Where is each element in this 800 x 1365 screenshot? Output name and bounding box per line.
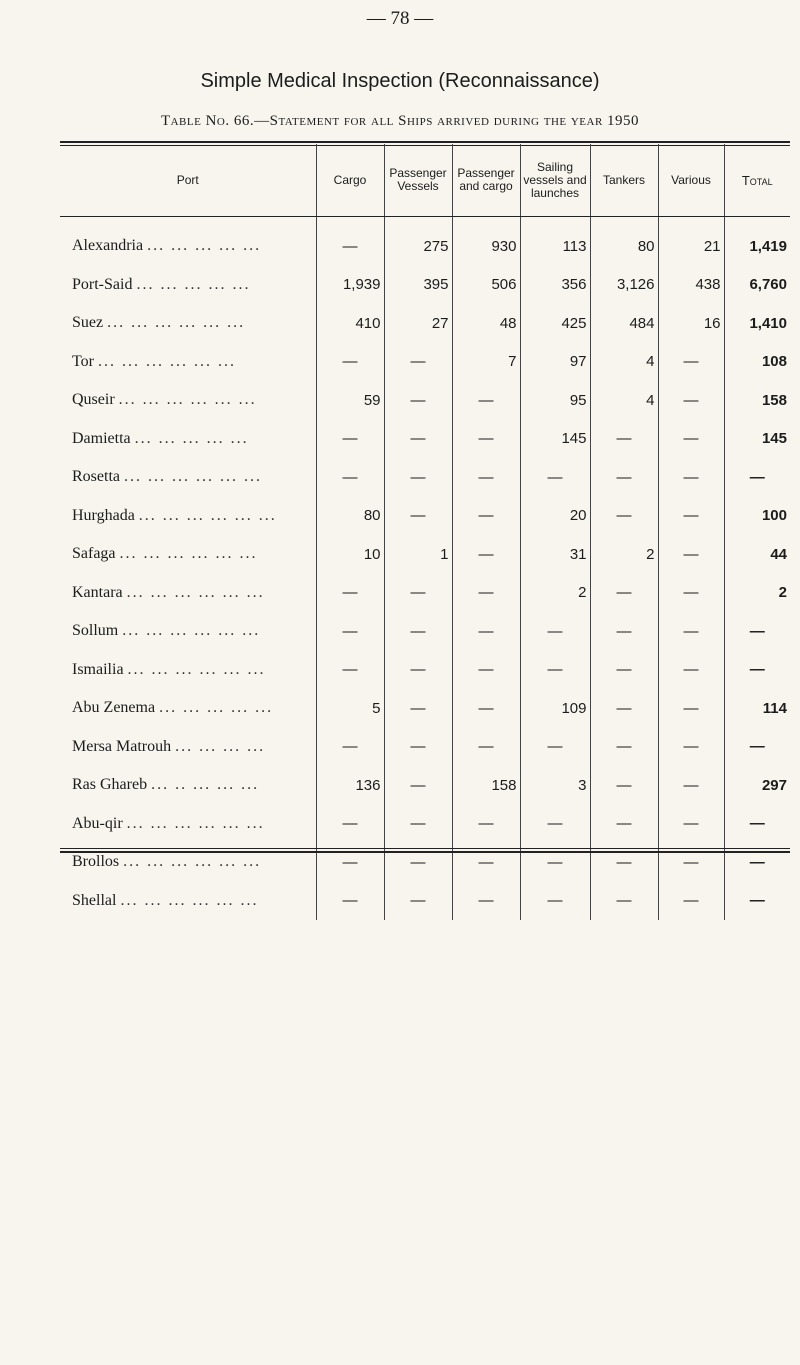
sailing-cell: —	[520, 843, 590, 882]
various-cell: —	[658, 766, 724, 805]
total-cell: —	[724, 458, 790, 497]
sailing-cell: 95	[520, 381, 590, 420]
leader-dots: ... ... ... ... ... ...	[123, 853, 262, 871]
tankers-cell: 3,126	[590, 266, 658, 305]
port-name: Quseir	[72, 391, 115, 409]
leader-dots: ... ... ... ... ... ...	[118, 391, 257, 409]
passenger-vessels-cell: —	[384, 574, 452, 613]
port-name: Safaga	[72, 545, 116, 563]
table-body	[60, 217, 790, 921]
tankers-cell: 4	[590, 381, 658, 420]
passenger-vessels-cell: —	[384, 766, 452, 805]
passenger-vessels-cell: —	[384, 381, 452, 420]
table-row	[60, 612, 790, 651]
port-name-cell	[60, 381, 316, 420]
various-cell: —	[658, 497, 724, 536]
sailing-cell: 20	[520, 497, 590, 536]
cargo-cell: —	[316, 343, 384, 382]
table-row	[60, 343, 790, 382]
various-cell: —	[658, 343, 724, 382]
port-name-cell	[60, 497, 316, 536]
cargo-cell: 136	[316, 766, 384, 805]
port-name-cell	[60, 882, 316, 921]
passenger-and-cargo-cell: —	[452, 728, 520, 767]
sailing-cell: 113	[520, 217, 590, 266]
total-cell: 2	[724, 574, 790, 613]
leader-dots: ... .. ... ... ...	[151, 776, 260, 794]
sailing-cell: —	[520, 728, 590, 767]
total-cell: 44	[724, 535, 790, 574]
port-name: Hurghada	[72, 506, 135, 524]
tankers-cell: 2	[590, 535, 658, 574]
table-header-row	[60, 144, 790, 217]
tankers-cell: —	[590, 689, 658, 728]
cargo-cell: —	[316, 574, 384, 613]
port-name: Mersa Matrouh	[72, 737, 172, 755]
passenger-and-cargo-cell: 158	[452, 766, 520, 805]
port-name-cell	[60, 217, 316, 266]
sailing-cell: —	[520, 458, 590, 497]
various-cell: —	[658, 651, 724, 690]
table-row	[60, 458, 790, 497]
port-name: Ras Ghareb	[72, 776, 148, 794]
tankers-cell: —	[590, 843, 658, 882]
cargo-cell: —	[316, 420, 384, 459]
passenger-vessels-cell: —	[384, 843, 452, 882]
passenger-vessels-cell: 395	[384, 266, 452, 305]
leader-dots: ... ... ... ... ... ...	[107, 314, 246, 332]
passenger-vessels-cell: —	[384, 689, 452, 728]
passenger-and-cargo-cell: 48	[452, 304, 520, 343]
tankers-cell: —	[590, 766, 658, 805]
port-name: Sollum	[72, 622, 119, 640]
cargo-cell: —	[316, 651, 384, 690]
cargo-cell: 80	[316, 497, 384, 536]
passenger-and-cargo-cell: —	[452, 651, 520, 690]
table-row	[60, 766, 790, 805]
sailing-cell: 3	[520, 766, 590, 805]
passenger-and-cargo-cell: —	[452, 882, 520, 921]
cargo-cell: —	[316, 612, 384, 651]
table-row	[60, 882, 790, 921]
passenger-and-cargo-cell: —	[452, 535, 520, 574]
header-cargo: Cargo	[316, 144, 384, 217]
total-cell: 1,410	[724, 304, 790, 343]
various-cell: —	[658, 574, 724, 613]
total-cell: 114	[724, 689, 790, 728]
port-name-cell	[60, 805, 316, 844]
various-cell: —	[658, 882, 724, 921]
port-name: Kantara	[72, 583, 123, 601]
passenger-and-cargo-cell: —	[452, 689, 520, 728]
tankers-cell: —	[590, 651, 658, 690]
tankers-cell: 80	[590, 217, 658, 266]
passenger-vessels-cell: —	[384, 343, 452, 382]
header-sailing-vessels: Sailing vessels and launches	[520, 144, 590, 217]
cargo-cell: —	[316, 217, 384, 266]
sailing-cell: —	[520, 612, 590, 651]
port-name-cell	[60, 689, 316, 728]
port-name-cell	[60, 304, 316, 343]
various-cell: —	[658, 728, 724, 767]
top-rule-thick	[60, 141, 790, 143]
passenger-vessels-cell: —	[384, 651, 452, 690]
passenger-and-cargo-cell: 930	[452, 217, 520, 266]
total-cell: —	[724, 651, 790, 690]
leader-dots: ... ... ... ... ... ...	[124, 468, 262, 486]
leader-dots: ... ... ... ... ... ...	[126, 583, 265, 601]
passenger-vessels-cell: —	[384, 497, 452, 536]
header-various: Various	[658, 144, 724, 217]
leader-dots: ... ... ... ... ...	[136, 275, 251, 293]
total-cell: 100	[724, 497, 790, 536]
ships-arrived-table	[60, 144, 790, 920]
tankers-cell: —	[590, 574, 658, 613]
total-cell: —	[724, 805, 790, 844]
passenger-and-cargo-cell: —	[452, 805, 520, 844]
port-name: Port-Said	[72, 275, 133, 293]
passenger-vessels-cell: —	[384, 728, 452, 767]
port-name-cell	[60, 728, 316, 767]
table-row	[60, 497, 790, 536]
sailing-cell: 109	[520, 689, 590, 728]
total-cell: 1,419	[724, 217, 790, 266]
passenger-vessels-cell: 27	[384, 304, 452, 343]
leader-dots: ... ... ... ... ... ...	[126, 814, 265, 832]
header-total: Total	[724, 144, 790, 217]
leader-dots: ... ... ... ...	[175, 737, 266, 755]
passenger-and-cargo-cell: —	[452, 612, 520, 651]
table-row	[60, 266, 790, 305]
leader-dots: ... ... ... ... ... ...	[120, 891, 259, 909]
sailing-cell: 2	[520, 574, 590, 613]
port-name-cell	[60, 535, 316, 574]
passenger-and-cargo-cell: —	[452, 497, 520, 536]
tankers-cell: —	[590, 805, 658, 844]
various-cell: —	[658, 535, 724, 574]
port-name: Brollos	[72, 853, 120, 871]
tankers-cell: —	[590, 458, 658, 497]
header-passenger-vessels: Passenger Vessels	[384, 144, 452, 217]
passenger-vessels-cell: —	[384, 882, 452, 921]
table-row	[60, 304, 790, 343]
total-cell: 108	[724, 343, 790, 382]
table-row	[60, 651, 790, 690]
tankers-cell: —	[590, 728, 658, 767]
various-cell: —	[658, 420, 724, 459]
port-name: Rosetta	[72, 468, 120, 486]
table-row	[60, 381, 790, 420]
cargo-cell: 5	[316, 689, 384, 728]
page-number: — 78 —	[366, 8, 434, 29]
sailing-cell: 97	[520, 343, 590, 382]
sailing-cell: —	[520, 805, 590, 844]
port-name: Damietta	[72, 429, 131, 447]
cargo-cell: —	[316, 728, 384, 767]
table-row	[60, 728, 790, 767]
passenger-and-cargo-cell: —	[452, 574, 520, 613]
port-name-cell	[60, 574, 316, 613]
table-row	[60, 574, 790, 613]
total-cell: 6,760	[724, 266, 790, 305]
sailing-cell: 356	[520, 266, 590, 305]
leader-dots: ... ... ... ... ...	[159, 699, 274, 717]
cargo-cell: 59	[316, 381, 384, 420]
leader-dots: ... ... ... ... ... ...	[127, 660, 266, 678]
tankers-cell: 484	[590, 304, 658, 343]
table-row	[60, 535, 790, 574]
bottom-rule-thin	[60, 848, 790, 849]
port-name-cell	[60, 458, 316, 497]
total-cell: 158	[724, 381, 790, 420]
port-name: Ismailia	[72, 660, 124, 678]
cargo-cell: —	[316, 805, 384, 844]
total-cell: —	[724, 728, 790, 767]
port-name-cell	[60, 266, 316, 305]
tankers-cell: —	[590, 882, 658, 921]
various-cell: 21	[658, 217, 724, 266]
leader-dots: ... ... ... ... ... ...	[122, 622, 261, 640]
various-cell: —	[658, 612, 724, 651]
various-cell: —	[658, 843, 724, 882]
leader-dots: ... ... ... ... ...	[147, 237, 262, 255]
total-cell: 145	[724, 420, 790, 459]
passenger-and-cargo-cell: 7	[452, 343, 520, 382]
header-passenger-and-cargo: Passenger and cargo	[452, 144, 520, 217]
cargo-cell: —	[316, 843, 384, 882]
tankers-cell: 4	[590, 343, 658, 382]
port-name: Shellal	[72, 891, 117, 909]
passenger-and-cargo-cell: —	[452, 843, 520, 882]
total-cell: —	[724, 612, 790, 651]
cargo-cell: —	[316, 458, 384, 497]
passenger-vessels-cell: —	[384, 612, 452, 651]
total-cell: —	[724, 843, 790, 882]
table-caption: Table No. 66.—Statement for all Ships arrived during the year 1950	[160, 113, 640, 129]
passenger-and-cargo-cell: —	[452, 420, 520, 459]
header-tankers: Tankers	[590, 144, 658, 217]
port-name: Suez	[72, 314, 104, 332]
port-name-cell	[60, 612, 316, 651]
port-name-cell	[60, 651, 316, 690]
port-name-cell	[60, 343, 316, 382]
passenger-vessels-cell: 275	[384, 217, 452, 266]
header-port: Port	[60, 144, 316, 217]
passenger-vessels-cell: —	[384, 458, 452, 497]
page-heading: Simple Medical Inspection (Reconnaissance)	[200, 70, 600, 92]
passenger-vessels-cell: —	[384, 805, 452, 844]
passenger-and-cargo-cell: 506	[452, 266, 520, 305]
port-name: Alexandria	[72, 237, 144, 255]
total-cell: —	[724, 882, 790, 921]
tankers-cell: —	[590, 612, 658, 651]
port-name-cell	[60, 766, 316, 805]
leader-dots: ... ... ... ... ... ...	[138, 506, 277, 524]
various-cell: —	[658, 805, 724, 844]
port-name: Abu-qir	[72, 814, 123, 832]
tankers-cell: —	[590, 420, 658, 459]
sailing-cell: —	[520, 882, 590, 921]
passenger-vessels-cell: —	[384, 420, 452, 459]
sailing-cell: 31	[520, 535, 590, 574]
table-row	[60, 805, 790, 844]
various-cell: —	[658, 381, 724, 420]
passenger-vessels-cell: 1	[384, 535, 452, 574]
cargo-cell: 10	[316, 535, 384, 574]
tankers-cell: —	[590, 497, 658, 536]
various-cell: 16	[658, 304, 724, 343]
leader-dots: ... ... ... ... ...	[134, 429, 249, 447]
passenger-and-cargo-cell: —	[452, 458, 520, 497]
port-name: Tor	[72, 352, 94, 370]
port-name-cell	[60, 420, 316, 459]
leader-dots: ... ... ... ... ... ...	[97, 352, 236, 370]
cargo-cell: 1,939	[316, 266, 384, 305]
various-cell: 438	[658, 266, 724, 305]
various-cell: —	[658, 458, 724, 497]
cargo-cell: 410	[316, 304, 384, 343]
total-cell: 297	[724, 766, 790, 805]
table-row	[60, 217, 790, 266]
table-row	[60, 689, 790, 728]
various-cell: —	[658, 689, 724, 728]
sailing-cell: 425	[520, 304, 590, 343]
sailing-cell: —	[520, 651, 590, 690]
port-name: Abu Zenema	[72, 699, 156, 717]
cargo-cell: —	[316, 882, 384, 921]
bottom-rule-thick	[60, 851, 790, 853]
table-row	[60, 420, 790, 459]
sailing-cell: 145	[520, 420, 590, 459]
passenger-and-cargo-cell: —	[452, 381, 520, 420]
leader-dots: ... ... ... ... ... ...	[119, 545, 258, 563]
